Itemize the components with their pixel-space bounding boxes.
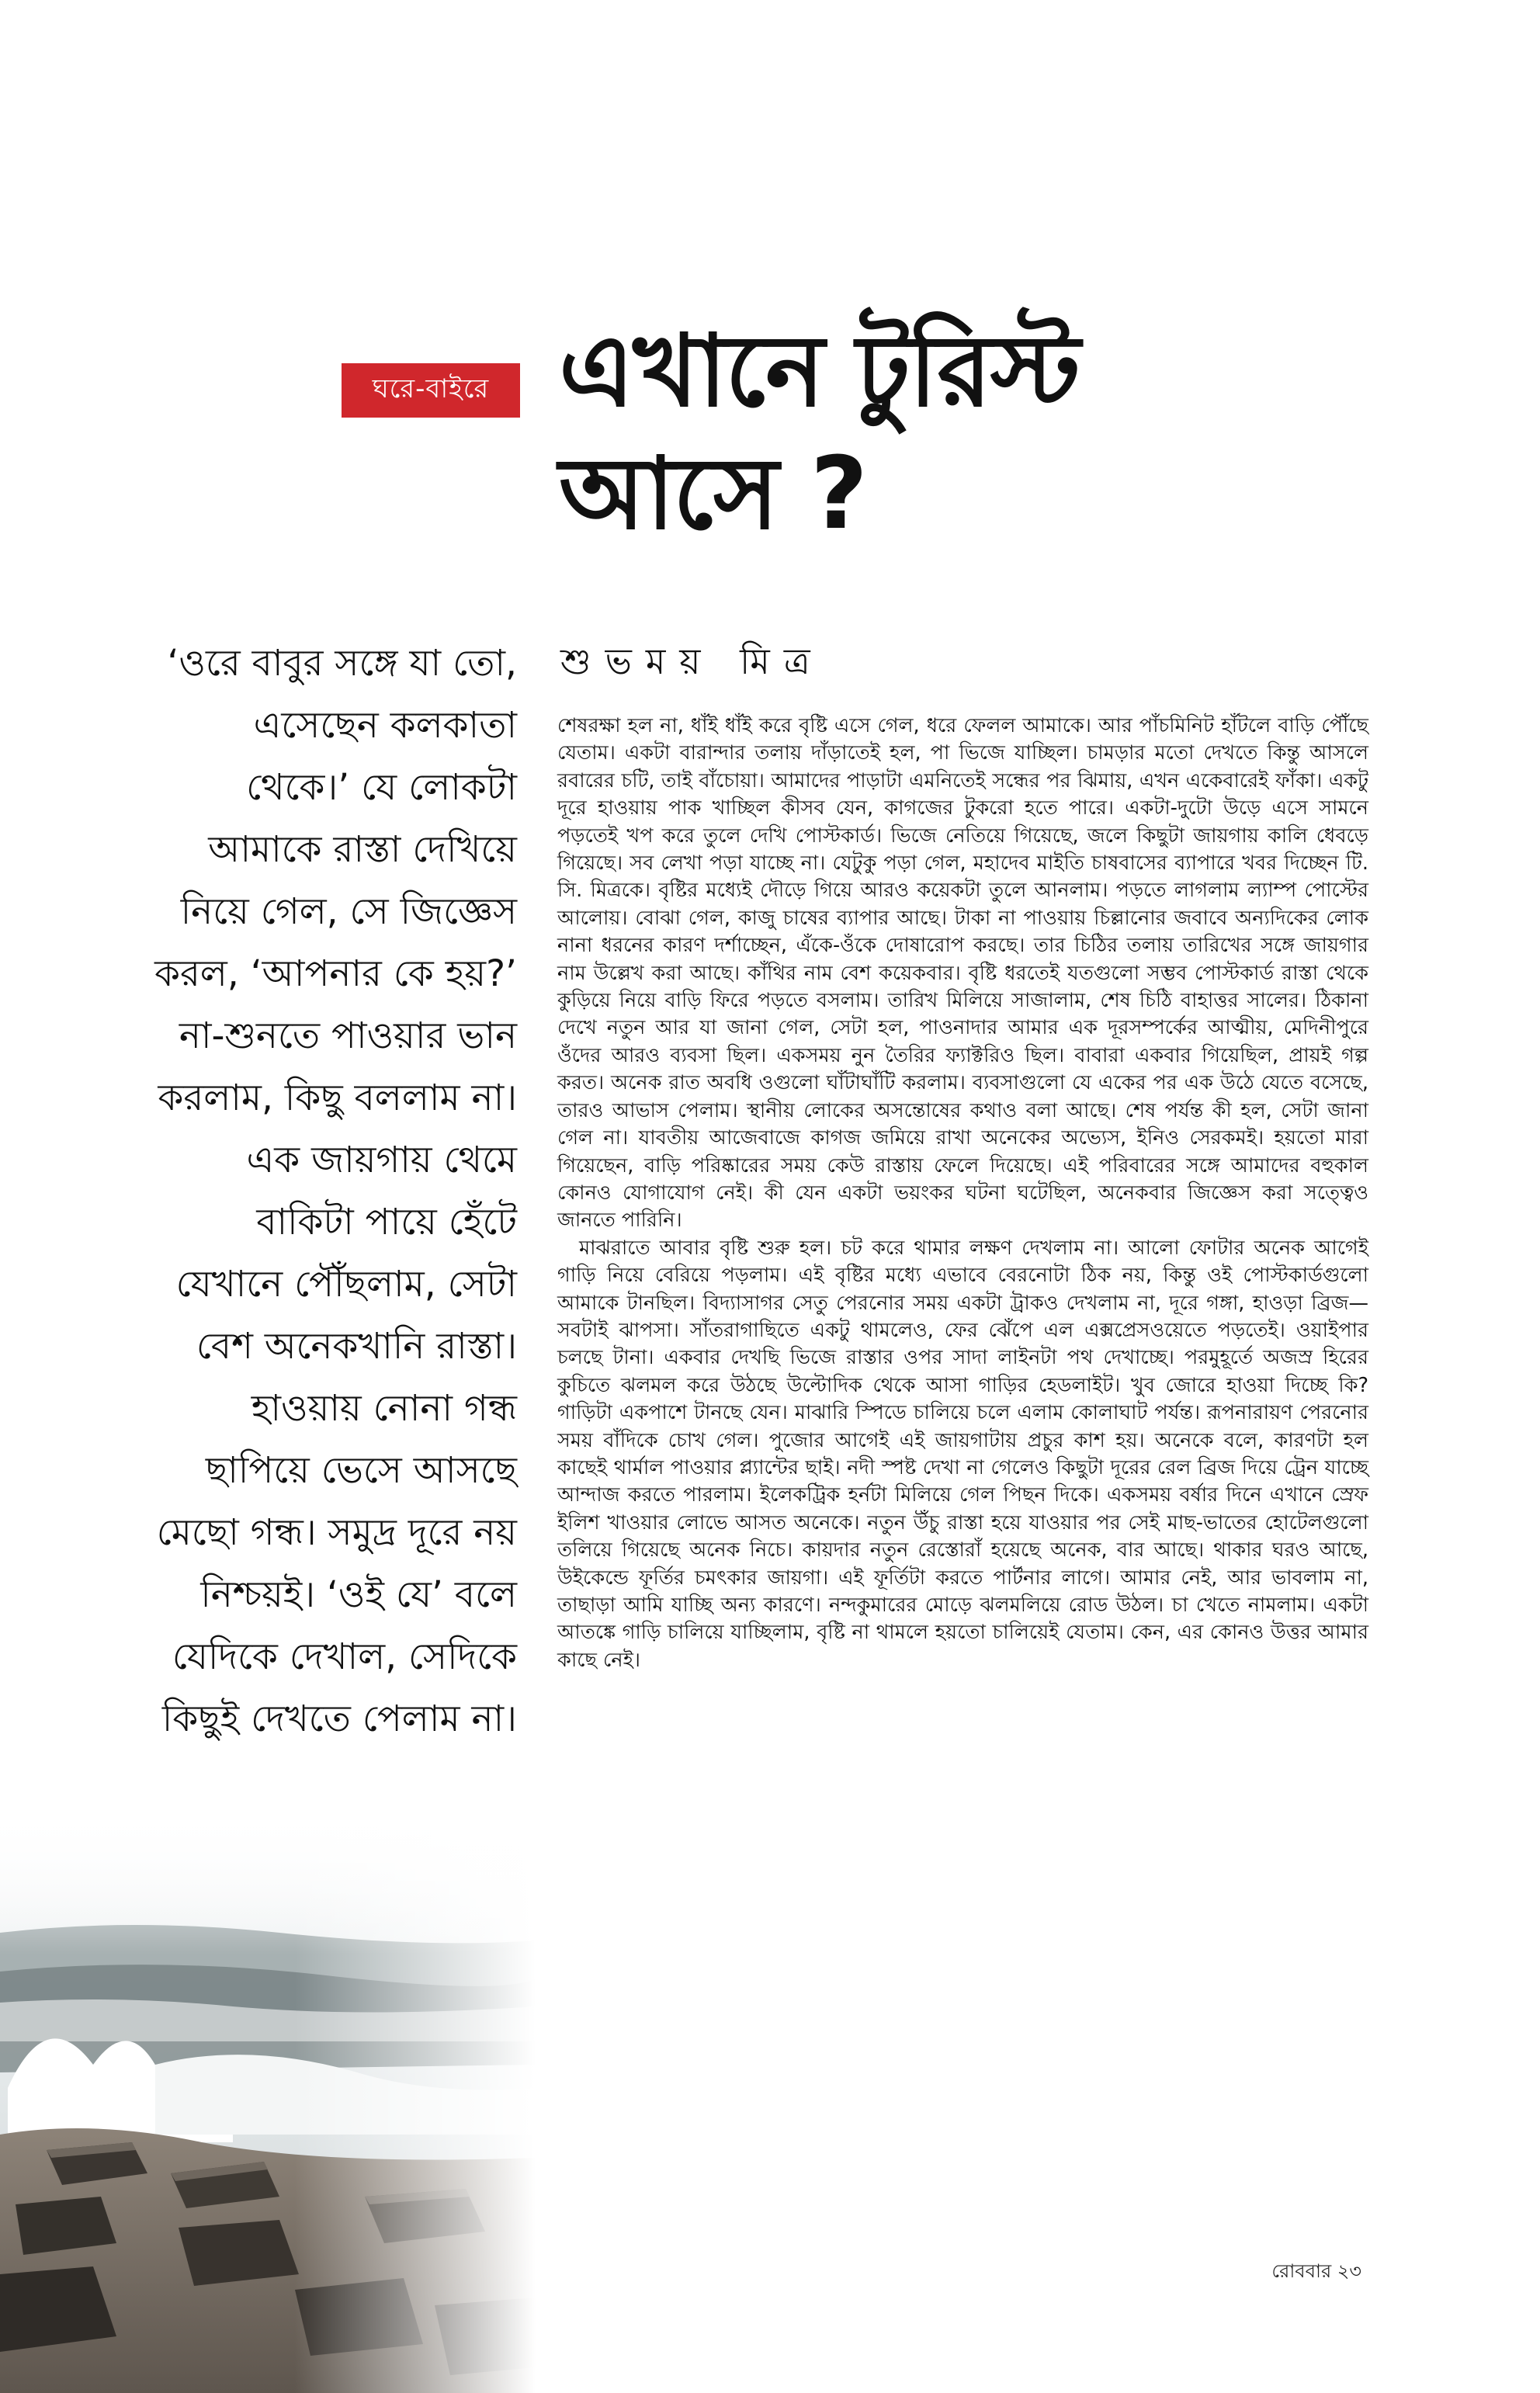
headline — [559, 310, 1257, 556]
article-paragraph-1: শেষরক্ষা হল না, ধাঁই ধাঁই করে বৃষ্টি এসে গেল, ধরে ফেলল আমাকে। আর পাঁচমিনিট হাঁটলে বাড়ি পৌঁছে যেতাম। একটা বারান্দার তলায় দাঁড়াতেই হল, পা ভিজে যাচ্ছিল। চামড়ার মতো দেখতে কিন্তু আসলে রবারের চটি, তাই বাঁচোয়া। আমাদের পাড়াটা এমনিতেই সন্ধের পর ঝিমায়, এখন একেবারেই ফাঁকা। একটু দূরে হাওয়ায় পাক খাচ্ছিল কীসব যেন, কাগজের টুকরো হতে পারে। একটা-দুটো উড়ে এসে সামনে পড়তেই খপ করে তুলে দেখি পোস্টকার্ড। ভিজে নেতিয়ে গিয়েছে, জলে কিছুটা জায়গায় কালি ধেবড়ে গিয়েছে। সব লেখা পড়া যাচ্ছে না। যেটুকু পড়া গেল, মহাদেব মাইতি চাষবাসের ব্যাপারে খবর দিচ্ছেন টি. সি. মিত্রকে। বৃষ্টির মধ্যেই দৌড়ে গিয়ে আরও কয়েকটা তুলে আনলাম। পড়তে লাগলাম ল্যাম্প পোস্টের আলোয়। বোঝা গেল, কাজু চাষের ব্যাপার আছে। টাকা না পাওয়ায় চিল্লানোর জবাবে অন্যদিকের লোক নানা ধরনের কারণ দর্শাচ্ছেন, এঁকে-ওঁকে দোষারোপ করছে। তার চিঠির তলায় তারিখের সঙ্গে জায়গার নাম উল্লেখ করা আছে। কাঁথির নাম বেশ কয়েকবার। বৃষ্টি ধরতেই যতগুলো সম্ভব পোস্টকার্ড রাস্তা থেকে কুড়িয়ে নিয়ে বাড়ি ফিরে পড়তে বসলাম। তারিখ মিলিয়ে সাজালাম, শেষ চিঠি বাহাত্তর সালের। ঠিকানা দেখে নতুন আর যা জানা গেল, সেটা হল, পাওনাদার আমার এক দূরসম্পর্কের আত্মীয়, মেদিনীপুরে ওঁদের আরও ব্যবসা ছিল। একসময় নুন তৈরির ফ্যাক্টরিও ছিল। বাবারা একবার গিয়েছিল, প্রায়ই গল্প করত। অনেক রাত অবধি ওগুলো ঘাঁটাঘাঁটি করলাম। ব্যবসাগুলো যে একের পর এক উঠে যেতে বসেছে, তারও আভাস পেলাম। স্থানীয় লোকের অসন্তোষের কথাও বলা আছে। শেষ পর্যন্ত কী হল, সেটা জানা গেল না। যাবতীয় আজেবাজে কাগজ জমিয়ে রাখা অনেকের অভ্যেস, ইনিও সেরকমই। হয়তো মারা গিয়েছেন, বাড়ি পরিষ্কারের সময় কেউ রাস্তায় ফেলে দিয়েছে। এই পরিবারের সঙ্গে আমাদের বহুকাল কোনও যোগাযোগ নেই। কী যেন একটা ভয়ংকর ঘটনা ঘটেছিল, অনেকবার জিজ্ঞেস করা সত্ত্বেও জানতে পারিনি। — [557, 714, 1368, 1233]
sea-wall-photo — [0, 1809, 536, 2393]
section-tag: ঘরে-বাইরে — [342, 363, 520, 418]
article-body — [557, 713, 1368, 1674]
headline-line-2: আসে ? — [559, 436, 867, 552]
article-paragraph-2: মাঝরাতে আবার বৃষ্টি শুরু হল। চট করে থামার লক্ষণ দেখলাম না। আলো ফোটার অনেক আগেই গাড়ি নিয়ে বেরিয়ে পড়লাম। এই বৃষ্টির মধ্যে এভাবে বেরনোটা ঠিক নয়, কিন্তু ওই পোস্টকার্ডগুলো আমাকে টানছিল। বিদ্যাসাগর সেতু পেরনোর সময় একটা ট্রাকও দেখলাম না, দূরে গঙ্গা, হাওড়া ব্রিজ— সবটাই ঝাপসা। সাঁতরাগাছিতে একটু থামলেও, ফের ঝেঁপে এল এক্সপ্রেসওয়েতে পড়তেই। ওয়াইপার চলছে টানা। একবার দেখছি ভিজে রাস্তার ওপর সাদা লাইনটা পথ দেখাচ্ছে। পরমুহূর্তে অজস্র হিরের কুচিতে ঝলমল করে উঠছে উল্টোদিক থেকে আসা গাড়ির হেডলাইট। খুব জোরে হাওয়া দিচ্ছে কি? গাড়িটা একপাশে টানছে যেন। মাঝারি স্পিডে চালিয়ে চলে এলাম কোলাঘাট পর্যন্ত। রূপনারায়ণ পেরনোর সময় বাঁদিকে চোখ গেল। পুজোর আগেই এই জায়গাটায় প্রচুর কাশ হয়। অনেকে বলে, কারণটা হল কাছেই থার্মাল পাওয়ার প্ল্যান্টের ছাই। নদী স্পষ্ট দেখা না গেলেও কিছুটা দূরের রেল ব্রিজ দিয়ে ট্রেন যাচ্ছে আন্দাজ করতে পারলাম। ইলেকট্রিক হর্নটা মিলিয়ে গেল পিছন দিকে। একসময় বর্ষার দিনে এখানে স্রেফ ইলিশ খাওয়ার লোভে আসত অনেকে। নতুন উঁচু রাস্তা হয়ে যাওয়ার পর সেই মাছ-ভাতের হোটেলগুলো তলিয়ে গিয়েছে অনেক নিচে। কায়দার নতুন রেস্তোরাঁ হয়েছে অনেক, বার আছে। থাকার ঘরও আছে, উইকেন্ডে ফূর্তির চমৎকার জায়গা। এই ফূর্তিটা করতে পার্টনার লাগে। আমার নেই, আর ভাবলাম না, তাছাড়া আমি যাচ্ছি অন্য কারণে। নন্দকুমারের মোড়ে ঝলমলিয়ে রোড উঠল। চা খেতে নামলাম। একটা আতঙ্কে গাড়ি চালিয়ে যাচ্ছিলাম, বৃষ্টি না থামলে হয়তো চালিয়েই যেতাম। কেন, এর কোনও উত্তর আমার কাছে নেই। — [557, 1236, 1368, 1672]
byline: শুভময় মিত্র — [560, 640, 824, 682]
page-folio: রোববার ২৩ — [1271, 2260, 1361, 2282]
pull-quote: ‘ওরে বাবুর সঙ্গে যা তো, এসেছেন কলকাতা থেকে।’ যে লোকটা আমাকে রাস্তা দেখিয়ে নিয়ে গেল, সে জিজ্ঞেস করল, ‘আপনার কে হয়?’ না-শুনতে পাওয়ার ভান করলাম, কিছু বললাম না। এক জায়গায় থেমে বাকিটা পায়ে হেঁটে যেখানে পৌঁছলাম, সেটা বেশ অনেকখানি রাস্তা। হাওয়ায় নোনা গন্ধ ছাপিয়ে ভেসে আসছে মেছো গন্ধ। সমুদ্র দূরে নয় নিশ্চয়ই। ‘ওই যে’ বলে যেদিকে দেখাল, সেদিকে কিছুই দেখতে পেলাম না। — [154, 642, 517, 1740]
headline-line-1: এখানে টুরিস্ট — [559, 314, 1079, 429]
